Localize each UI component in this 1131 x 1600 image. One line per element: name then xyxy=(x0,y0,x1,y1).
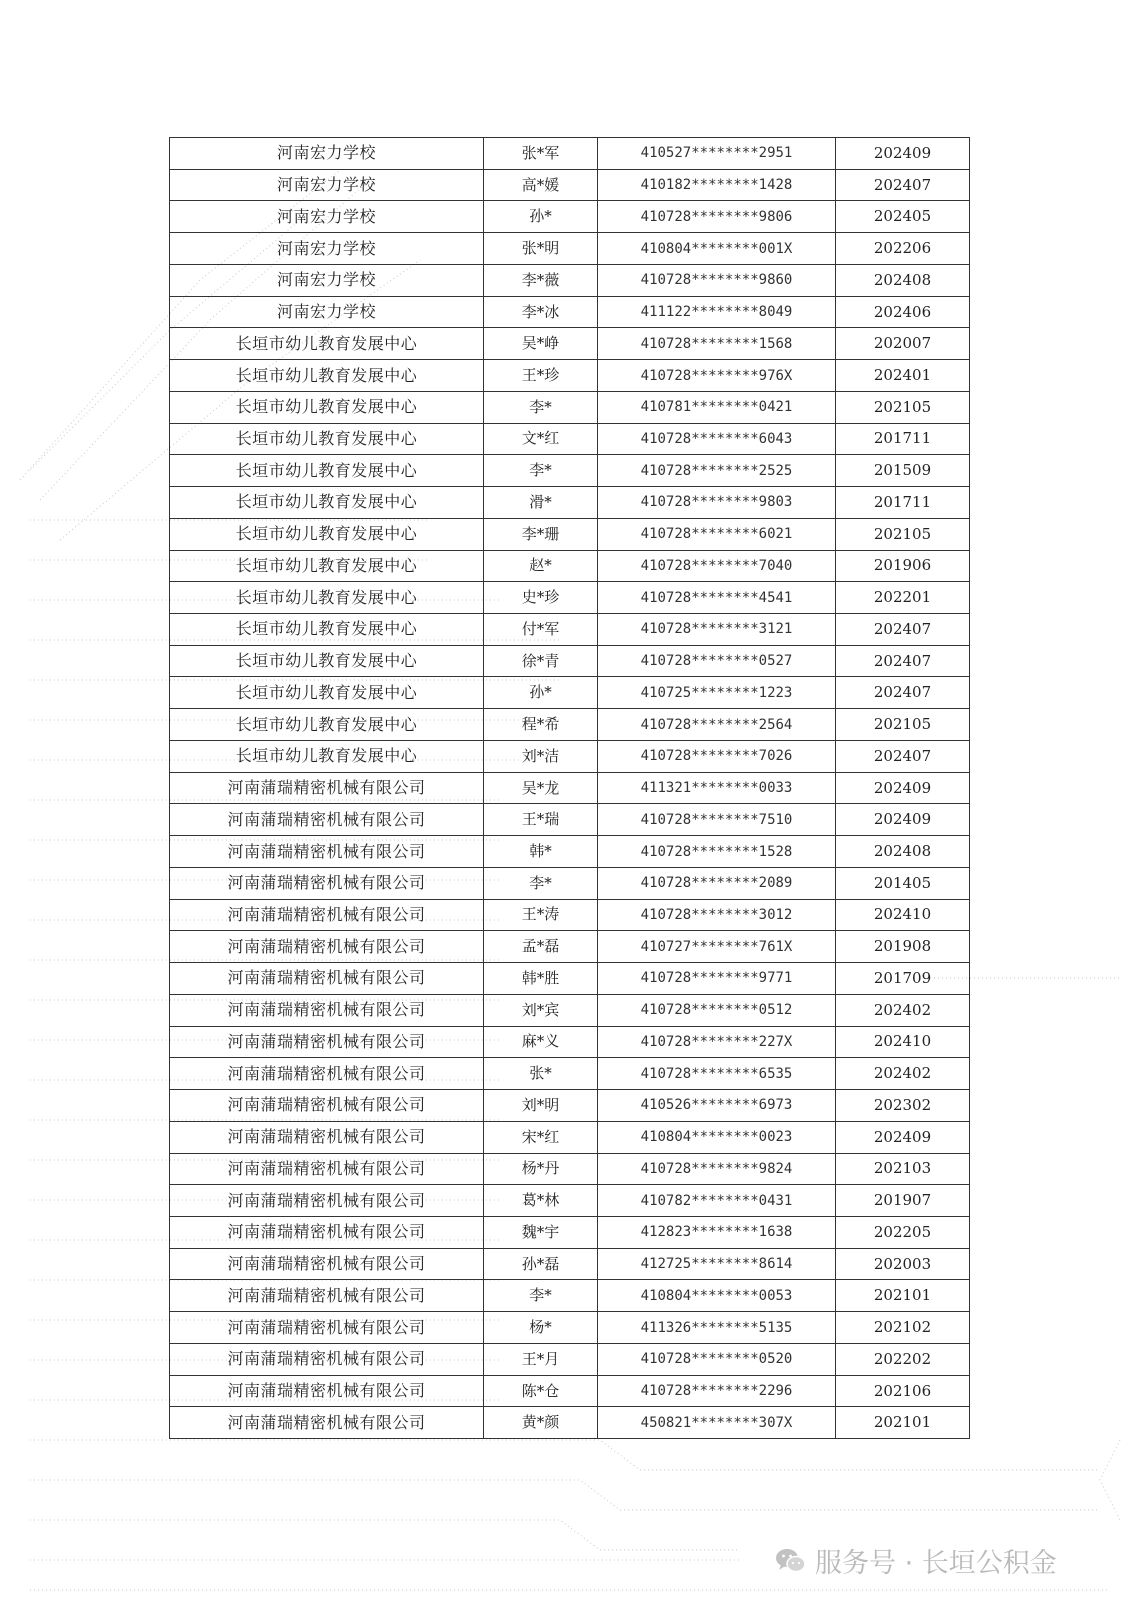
id-number-cell: 410727********761X xyxy=(598,931,836,963)
id-number-cell: 411122********8049 xyxy=(598,296,836,328)
name-cell: 徐*青 xyxy=(484,645,598,677)
id-number-cell: 450821********307X xyxy=(598,1407,836,1439)
id-number-cell: 410728********2296 xyxy=(598,1375,836,1407)
org-cell: 河南蒲瑞精密机械有限公司 xyxy=(170,1058,484,1090)
id-number-cell: 410728********2525 xyxy=(598,455,836,487)
table-row xyxy=(170,1343,970,1375)
org-cell: 河南蒲瑞精密机械有限公司 xyxy=(170,931,484,963)
id-number-cell: 410728********7040 xyxy=(598,550,836,582)
id-number-cell: 410804********001X xyxy=(598,233,836,265)
month-cell: 202101 xyxy=(836,1407,970,1439)
name-cell: 孙* xyxy=(484,201,598,233)
month-cell: 202103 xyxy=(836,1153,970,1185)
id-number-cell: 410728********3012 xyxy=(598,899,836,931)
month-cell: 202105 xyxy=(836,391,970,423)
id-number-cell: 410728********4541 xyxy=(598,582,836,614)
month-cell: 202302 xyxy=(836,1090,970,1122)
month-cell: 202202 xyxy=(836,1343,970,1375)
id-number-cell: 410728********6535 xyxy=(598,1058,836,1090)
name-cell: 史*珍 xyxy=(484,582,598,614)
id-number-cell: 410728********0527 xyxy=(598,645,836,677)
name-cell: 宋*红 xyxy=(484,1121,598,1153)
table-row xyxy=(170,296,970,328)
id-number-cell: 410728********6043 xyxy=(598,423,836,455)
org-cell: 河南蒲瑞精密机械有限公司 xyxy=(170,1121,484,1153)
month-cell: 202409 xyxy=(836,804,970,836)
month-cell: 202402 xyxy=(836,994,970,1026)
name-cell: 高*媛 xyxy=(484,169,598,201)
table-row xyxy=(170,550,970,582)
org-cell: 河南宏力学校 xyxy=(170,138,484,170)
id-number-cell: 410527********2951 xyxy=(598,138,836,170)
table-row xyxy=(170,677,970,709)
name-cell: 滑* xyxy=(484,487,598,519)
id-number-cell: 411326********5135 xyxy=(598,1312,836,1344)
watermark xyxy=(775,1541,1057,1580)
table-row xyxy=(170,169,970,201)
table-row xyxy=(170,264,970,296)
name-cell: 魏*宇 xyxy=(484,1216,598,1248)
table-row xyxy=(170,804,970,836)
table-row xyxy=(170,518,970,550)
month-cell: 202401 xyxy=(836,360,970,392)
table-row xyxy=(170,899,970,931)
name-cell: 程*希 xyxy=(484,709,598,741)
org-cell: 长垣市幼儿教育发展中心 xyxy=(170,709,484,741)
name-cell: 吴*龙 xyxy=(484,772,598,804)
month-cell: 202106 xyxy=(836,1375,970,1407)
org-cell: 长垣市幼儿教育发展中心 xyxy=(170,645,484,677)
month-cell: 201907 xyxy=(836,1185,970,1217)
name-cell: 赵* xyxy=(484,550,598,582)
table-row xyxy=(170,1090,970,1122)
org-cell: 河南蒲瑞精密机械有限公司 xyxy=(170,1026,484,1058)
table-row xyxy=(170,233,970,265)
org-cell: 河南蒲瑞精密机械有限公司 xyxy=(170,994,484,1026)
month-cell: 202407 xyxy=(836,614,970,646)
month-cell: 201509 xyxy=(836,455,970,487)
month-cell: 202409 xyxy=(836,138,970,170)
id-number-cell: 410728********9806 xyxy=(598,201,836,233)
name-cell: 孟*磊 xyxy=(484,931,598,963)
name-cell: 刘*洁 xyxy=(484,740,598,772)
org-cell: 长垣市幼儿教育发展中心 xyxy=(170,518,484,550)
table-row xyxy=(170,1280,970,1312)
table-body xyxy=(170,138,970,1439)
org-cell: 河南宏力学校 xyxy=(170,169,484,201)
org-cell: 河南蒲瑞精密机械有限公司 xyxy=(170,772,484,804)
table-row xyxy=(170,1216,970,1248)
org-cell: 长垣市幼儿教育发展中心 xyxy=(170,614,484,646)
name-cell: 李*珊 xyxy=(484,518,598,550)
id-number-cell: 410781********0421 xyxy=(598,391,836,423)
month-cell: 201405 xyxy=(836,867,970,899)
org-cell: 长垣市幼儿教育发展中心 xyxy=(170,328,484,360)
name-cell: 吴*峥 xyxy=(484,328,598,360)
org-cell: 长垣市幼儿教育发展中心 xyxy=(170,391,484,423)
org-cell: 河南宏力学校 xyxy=(170,264,484,296)
name-cell: 李* xyxy=(484,1280,598,1312)
table-row xyxy=(170,1185,970,1217)
id-number-cell: 410728********227X xyxy=(598,1026,836,1058)
name-cell: 李*冰 xyxy=(484,296,598,328)
id-number-cell: 410804********0023 xyxy=(598,1121,836,1153)
name-cell: 王*珍 xyxy=(484,360,598,392)
org-cell: 河南蒲瑞精密机械有限公司 xyxy=(170,1153,484,1185)
table-row xyxy=(170,772,970,804)
table-row xyxy=(170,328,970,360)
table-row xyxy=(170,487,970,519)
name-cell: 韩* xyxy=(484,836,598,868)
month-cell: 202402 xyxy=(836,1058,970,1090)
id-number-cell: 410728********7026 xyxy=(598,740,836,772)
id-number-cell: 410728********2089 xyxy=(598,867,836,899)
id-number-cell: 410782********0431 xyxy=(598,1185,836,1217)
id-number-cell: 410728********1568 xyxy=(598,328,836,360)
org-cell: 河南蒲瑞精密机械有限公司 xyxy=(170,1090,484,1122)
org-cell: 河南蒲瑞精密机械有限公司 xyxy=(170,899,484,931)
table-row xyxy=(170,645,970,677)
name-cell: 王*月 xyxy=(484,1343,598,1375)
id-number-cell: 410728********9771 xyxy=(598,963,836,995)
org-cell: 河南蒲瑞精密机械有限公司 xyxy=(170,1185,484,1217)
org-cell: 河南蒲瑞精密机械有限公司 xyxy=(170,1375,484,1407)
id-number-cell: 411321********0033 xyxy=(598,772,836,804)
id-number-cell: 410526********6973 xyxy=(598,1090,836,1122)
org-cell: 河南蒲瑞精密机械有限公司 xyxy=(170,1343,484,1375)
id-number-cell: 410728********0520 xyxy=(598,1343,836,1375)
org-cell: 河南蒲瑞精密机械有限公司 xyxy=(170,804,484,836)
id-number-cell: 410728********0512 xyxy=(598,994,836,1026)
table-row xyxy=(170,614,970,646)
org-cell: 长垣市幼儿教育发展中心 xyxy=(170,582,484,614)
month-cell: 202405 xyxy=(836,201,970,233)
name-cell: 李* xyxy=(484,455,598,487)
table-row xyxy=(170,455,970,487)
name-cell: 杨* xyxy=(484,1312,598,1344)
name-cell: 李*薇 xyxy=(484,264,598,296)
org-cell: 河南蒲瑞精密机械有限公司 xyxy=(170,1312,484,1344)
id-number-cell: 412725********8614 xyxy=(598,1248,836,1280)
name-cell: 刘*宾 xyxy=(484,994,598,1026)
id-number-cell: 410182********1428 xyxy=(598,169,836,201)
org-cell: 河南蒲瑞精密机械有限公司 xyxy=(170,836,484,868)
org-cell: 河南宏力学校 xyxy=(170,201,484,233)
table-row xyxy=(170,1248,970,1280)
name-cell: 麻*义 xyxy=(484,1026,598,1058)
table-row xyxy=(170,1121,970,1153)
name-cell: 刘*明 xyxy=(484,1090,598,1122)
name-cell: 李* xyxy=(484,867,598,899)
table-row xyxy=(170,1375,970,1407)
name-cell: 孙*磊 xyxy=(484,1248,598,1280)
id-number-cell: 410728********6021 xyxy=(598,518,836,550)
org-cell: 河南蒲瑞精密机械有限公司 xyxy=(170,1280,484,1312)
table-row xyxy=(170,994,970,1026)
month-cell: 201908 xyxy=(836,931,970,963)
month-cell: 201711 xyxy=(836,423,970,455)
name-cell: 韩*胜 xyxy=(484,963,598,995)
org-cell: 长垣市幼儿教育发展中心 xyxy=(170,677,484,709)
table-row xyxy=(170,1026,970,1058)
table-row xyxy=(170,1407,970,1439)
name-cell: 张* xyxy=(484,1058,598,1090)
org-cell: 长垣市幼儿教育发展中心 xyxy=(170,360,484,392)
id-number-cell: 410725********1223 xyxy=(598,677,836,709)
org-cell: 河南宏力学校 xyxy=(170,296,484,328)
month-cell: 202407 xyxy=(836,169,970,201)
name-cell: 张*军 xyxy=(484,138,598,170)
month-cell: 202409 xyxy=(836,1121,970,1153)
id-number-cell: 410728********3121 xyxy=(598,614,836,646)
table-row xyxy=(170,931,970,963)
org-cell: 河南蒲瑞精密机械有限公司 xyxy=(170,867,484,899)
id-number-cell: 410728********2564 xyxy=(598,709,836,741)
name-cell: 孙* xyxy=(484,677,598,709)
month-cell: 202201 xyxy=(836,582,970,614)
month-cell: 202101 xyxy=(836,1280,970,1312)
month-cell: 202007 xyxy=(836,328,970,360)
table-row xyxy=(170,582,970,614)
id-number-cell: 410728********9824 xyxy=(598,1153,836,1185)
org-cell: 长垣市幼儿教育发展中心 xyxy=(170,487,484,519)
month-cell: 202408 xyxy=(836,264,970,296)
name-cell: 付*军 xyxy=(484,614,598,646)
month-cell: 201906 xyxy=(836,550,970,582)
org-cell: 长垣市幼儿教育发展中心 xyxy=(170,423,484,455)
org-cell: 河南蒲瑞精密机械有限公司 xyxy=(170,1248,484,1280)
personnel-table xyxy=(169,137,970,1439)
id-number-cell: 410728********9803 xyxy=(598,487,836,519)
month-cell: 202003 xyxy=(836,1248,970,1280)
table-row xyxy=(170,963,970,995)
table-row xyxy=(170,836,970,868)
name-cell: 王*瑞 xyxy=(484,804,598,836)
name-cell: 黄*颜 xyxy=(484,1407,598,1439)
org-cell: 河南蒲瑞精密机械有限公司 xyxy=(170,963,484,995)
month-cell: 202407 xyxy=(836,645,970,677)
month-cell: 202408 xyxy=(836,836,970,868)
org-cell: 河南蒲瑞精密机械有限公司 xyxy=(170,1216,484,1248)
month-cell: 201709 xyxy=(836,963,970,995)
month-cell: 202105 xyxy=(836,518,970,550)
name-cell: 陈*仓 xyxy=(484,1375,598,1407)
org-cell: 河南宏力学校 xyxy=(170,233,484,265)
id-number-cell: 410728********7510 xyxy=(598,804,836,836)
name-cell: 杨*丹 xyxy=(484,1153,598,1185)
id-number-cell: 410728********9860 xyxy=(598,264,836,296)
org-cell: 长垣市幼儿教育发展中心 xyxy=(170,550,484,582)
month-cell: 202410 xyxy=(836,1026,970,1058)
table-row xyxy=(170,740,970,772)
org-cell: 河南蒲瑞精密机械有限公司 xyxy=(170,1407,484,1439)
table-row xyxy=(170,201,970,233)
org-cell: 长垣市幼儿教育发展中心 xyxy=(170,455,484,487)
id-number-cell: 410804********0053 xyxy=(598,1280,836,1312)
table-row xyxy=(170,1312,970,1344)
table-row xyxy=(170,709,970,741)
month-cell: 202105 xyxy=(836,709,970,741)
month-cell: 202407 xyxy=(836,740,970,772)
name-cell: 文*红 xyxy=(484,423,598,455)
month-cell: 202102 xyxy=(836,1312,970,1344)
table-row xyxy=(170,423,970,455)
month-cell: 202410 xyxy=(836,899,970,931)
table-row xyxy=(170,1153,970,1185)
month-cell: 201711 xyxy=(836,487,970,519)
wechat-icon xyxy=(775,1548,807,1574)
table-row xyxy=(170,391,970,423)
id-number-cell: 410728********976X xyxy=(598,360,836,392)
name-cell: 王*涛 xyxy=(484,899,598,931)
name-cell: 葛*林 xyxy=(484,1185,598,1217)
table-row xyxy=(170,1058,970,1090)
table-row xyxy=(170,138,970,170)
watermark-text: 服务号 · 长垣公积金 xyxy=(815,1548,1057,1579)
name-cell: 李* xyxy=(484,391,598,423)
month-cell: 202406 xyxy=(836,296,970,328)
table-row xyxy=(170,867,970,899)
org-cell: 长垣市幼儿教育发展中心 xyxy=(170,740,484,772)
month-cell: 202206 xyxy=(836,233,970,265)
id-number-cell: 410728********1528 xyxy=(598,836,836,868)
table-row xyxy=(170,360,970,392)
month-cell: 202407 xyxy=(836,677,970,709)
id-number-cell: 412823********1638 xyxy=(598,1216,836,1248)
name-cell: 张*明 xyxy=(484,233,598,265)
month-cell: 202205 xyxy=(836,1216,970,1248)
month-cell: 202409 xyxy=(836,772,970,804)
